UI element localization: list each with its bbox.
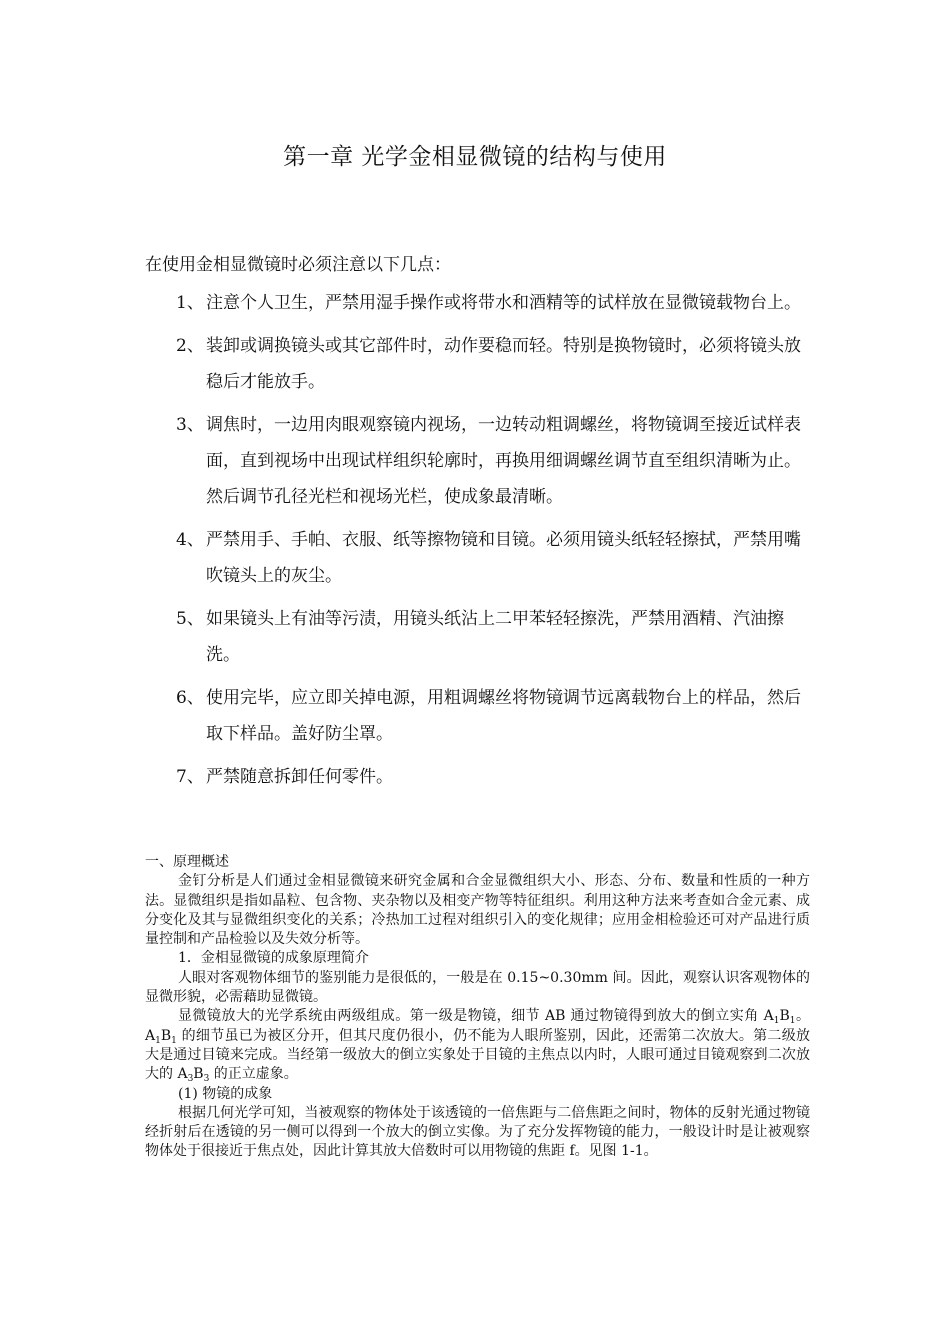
list-item-text: 调焦时，一边用肉眼观察镜内视场，一边转动粗调螺丝，将物镜调至接近试样表面，直到视场中出现试样组织轮廓时，再换用细调螺丝调节直至组织清晰为止。然后调节孔径光栏和视场光栏，使成象最清晰。 — [206, 415, 801, 507]
paragraph-text: B — [160, 1027, 172, 1044]
subsection-heading: 1．金相显微镜的成象原理简介 — [178, 950, 369, 967]
paragraph-text: 显微镜放大的光学系统由两级组成。第一级是物镜，细节 AB 通过物镜得到放大的倒立实角 A — [178, 1008, 774, 1025]
list-item-text: 如果镜头上有油等污渍，用镜头纸沾上二甲苯轻轻擦洗，严禁用酒精、汽油擦洗。 — [206, 609, 784, 665]
list-item-number: 7、 — [176, 767, 204, 787]
list-item — [176, 328, 816, 400]
list-item — [176, 285, 816, 321]
list-item — [176, 522, 816, 594]
chapter-title: 第一章 光学金相显微镜的结构与使用 — [283, 144, 667, 170]
list-item-number: 1、 — [176, 293, 204, 313]
subscript: 1 — [773, 1016, 780, 1027]
paragraph — [145, 1007, 810, 1084]
list-item — [176, 601, 816, 673]
paragraph: 根据几何光学可知，当被观察的物体处于该透镜的一倍焦距与二倍焦距之间时，物体的反射光通过物镜经折射后在透镜的另一侧可以得到一个放大的倒立实像。为了充分发挥物镜的能力，一般设计时是让被观察物体处于很接近于焦点处，因此计算其放大倍数时可以用物镜的焦距 f。见图 1-1。 — [145, 1104, 810, 1160]
intro-text: 在使用金相显微镜时必须注意以下几点： — [145, 255, 451, 275]
subscript: 1 — [155, 1035, 161, 1046]
subsection-heading: (1) 物镜的成象 — [178, 1085, 273, 1102]
list-item-number: 3、 — [176, 415, 204, 435]
list-item — [176, 759, 816, 795]
subscript: 3 — [203, 1074, 210, 1085]
list-item-number: 5、 — [176, 609, 204, 629]
list-item-text: 使用完毕，应立即关掉电源，用粗调螺丝将物镜调节远离载物台上的样品，然后取下样品。盖好防尘罩。 — [206, 688, 801, 744]
paragraph-text: B — [193, 1066, 204, 1083]
rules-list — [176, 285, 816, 802]
list-item — [176, 680, 816, 752]
list-item — [176, 407, 816, 515]
section-heading: 一、原理概述 — [145, 854, 229, 870]
list-item-text: 注意个人卫生，严禁用湿手操作或将带水和酒精等的试样放在显微镜载物台上。 — [206, 293, 801, 313]
principle-section — [145, 853, 810, 1162]
paragraph-text: B — [779, 1008, 790, 1025]
paragraph-text: 的正立虚象。 — [209, 1066, 298, 1083]
subscript: 1 — [789, 1016, 796, 1027]
list-item-text: 装卸或调换镜头或其它部件时，动作要稳而轻。特别是换物镜时，必须将镜头放稳后才能放手。 — [206, 336, 801, 392]
list-item-number: 2、 — [176, 336, 204, 356]
list-item-text: 严禁随意拆卸任何零件。 — [206, 767, 393, 787]
paragraph: 人眼对客观物体细节的鉴别能力是很低的，一般是在 0.15~0.30mm 间。因此，观察认识客观物体的显微形貌，必需藉助显微镜。 — [145, 969, 810, 1006]
subscript: 1 — [171, 1035, 177, 1046]
list-item-number: 6、 — [176, 688, 204, 708]
list-item-text: 严禁用手、手帕、衣服、纸等擦物镜和目镜。必须用镜头纸轻轻擦拭，严禁用嘴吹镜头上的灰尘。 — [206, 530, 801, 586]
paragraph-text: 。A — [145, 1008, 811, 1044]
subscript: 3 — [187, 1074, 194, 1085]
paragraph-text: 的细节虽已为被区分开，但其尺度仍很小，仍不能为人眼所鉴别，因此，还需第二次放大。第二级放大是通过目镜来完成。当经第一级放大的倒立实象处于目镜的主焦点以内时，人眼可通过目镜观察到二次放大的 A — [145, 1027, 810, 1083]
paragraph: 金钉分析是人们通过金相显微镜来研究金属和合金显微组织大小、形态、分布、数量和性质的一种方法。显微组织是指如晶粒、包含物、夹杂物以及相变产物等特征组织。利用这种方法来考查如合金元素、成分变化及其与显微组织变化的关系；冷热加工过程对组织引入的变化规律；应用金相检验还可对产品进行质量控制和产品检验以及失效分析等。 — [145, 873, 810, 948]
list-item-number: 4、 — [176, 530, 204, 550]
